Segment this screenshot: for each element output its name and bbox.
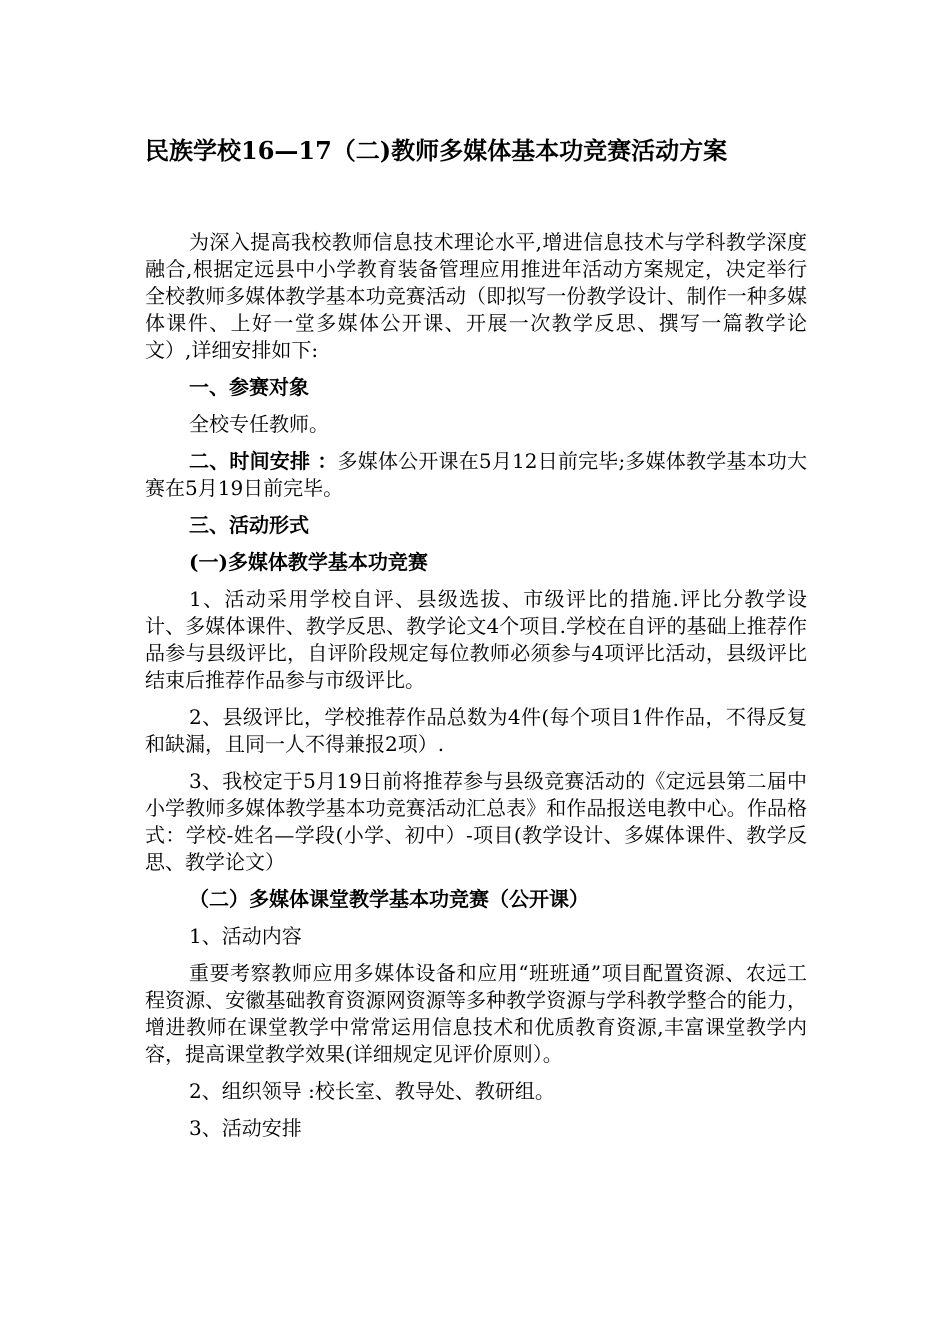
subsection-heading-basic-skills: (一)多媒体教学基本功竞赛 xyxy=(189,550,428,574)
basic-skills-item-1: 1、活动采用学校自评、县级选拔、市级评比的措施.评比分教学设计、多媒体课件、教学反思、教学论文4个项目.学校在自评的基础上推荐作品参与县级评比，自评阶段规定每位教师必须参与4项评比活动，县级评比结束后推荐作品参与市级评比。 xyxy=(145,587,807,692)
open-class-item-1-body: 重要考察教师应用多媒体设备和应用“班班通”项目配置资源、农远工程资源、安徽基础教育资源网资源等多种教学资源与学科教学整合的能力，增进教师在课堂教学中常常运用信息技术和优质教育资源,丰富课堂教学内容，提高课堂教学效果(详细规定见评价原则）。 xyxy=(145,961,807,1066)
intro-paragraph: 为深入提高我校教师信息技术理论水平,增进信息技术与学科教学深度融合,根据定远县中小学教育装备管理应用推进年活动方案规定，决定举行全校教师多媒体教学基本功竞赛活动（即拟写一份教学设计、制作一种多媒体课件、上好一堂多媒体公开课、开展一次教学反思、撰写一篇教学论文）,详细安排如下: xyxy=(145,230,807,362)
section-heading-schedule: 二、时间安排 ： xyxy=(189,449,338,473)
open-class-item-3: 3、活动安排 xyxy=(189,1116,302,1140)
section-heading-participants: 一、参赛对象 xyxy=(189,375,309,399)
subsection-heading-open-class: （二）多媒体课堂教学基本功竞赛（公开课） xyxy=(189,887,589,911)
schedule-paragraph xyxy=(145,448,807,502)
participants-paragraph: 全校专任教师。 xyxy=(189,412,329,436)
schedule-text: 多媒体公开课在5月12日前完毕;多媒体教学基本功大赛在5月19日前完毕。 xyxy=(145,449,807,500)
open-class-item-1: 1、活动内容 xyxy=(189,924,302,948)
basic-skills-item-2: 2、县级评比，学校推荐作品总数为4件(每个项目1件作品，不得反复和缺漏，且同一人不得兼报2项）. xyxy=(145,705,807,756)
document-body xyxy=(145,229,807,1152)
document-title: 民族学校16—17（二)教师多媒体基本功竞赛活动方案 xyxy=(145,136,728,165)
open-class-item-2: 2、组织领导 :校长室、教导处、教研组。 xyxy=(189,1079,555,1103)
basic-skills-item-3: 3、我校定于5月19日前将推荐参与县级竞赛活动的《定远县第二届中小学教师多媒体教学基本功竞赛活动汇总表》和作品报送电教中心。作品格式：学校-姓名—学段(小学、初中）-项目(教学设计、多媒体课件、教学反思、教学论文） xyxy=(145,769,807,874)
section-heading-format: 三、活动形式 xyxy=(189,513,309,537)
